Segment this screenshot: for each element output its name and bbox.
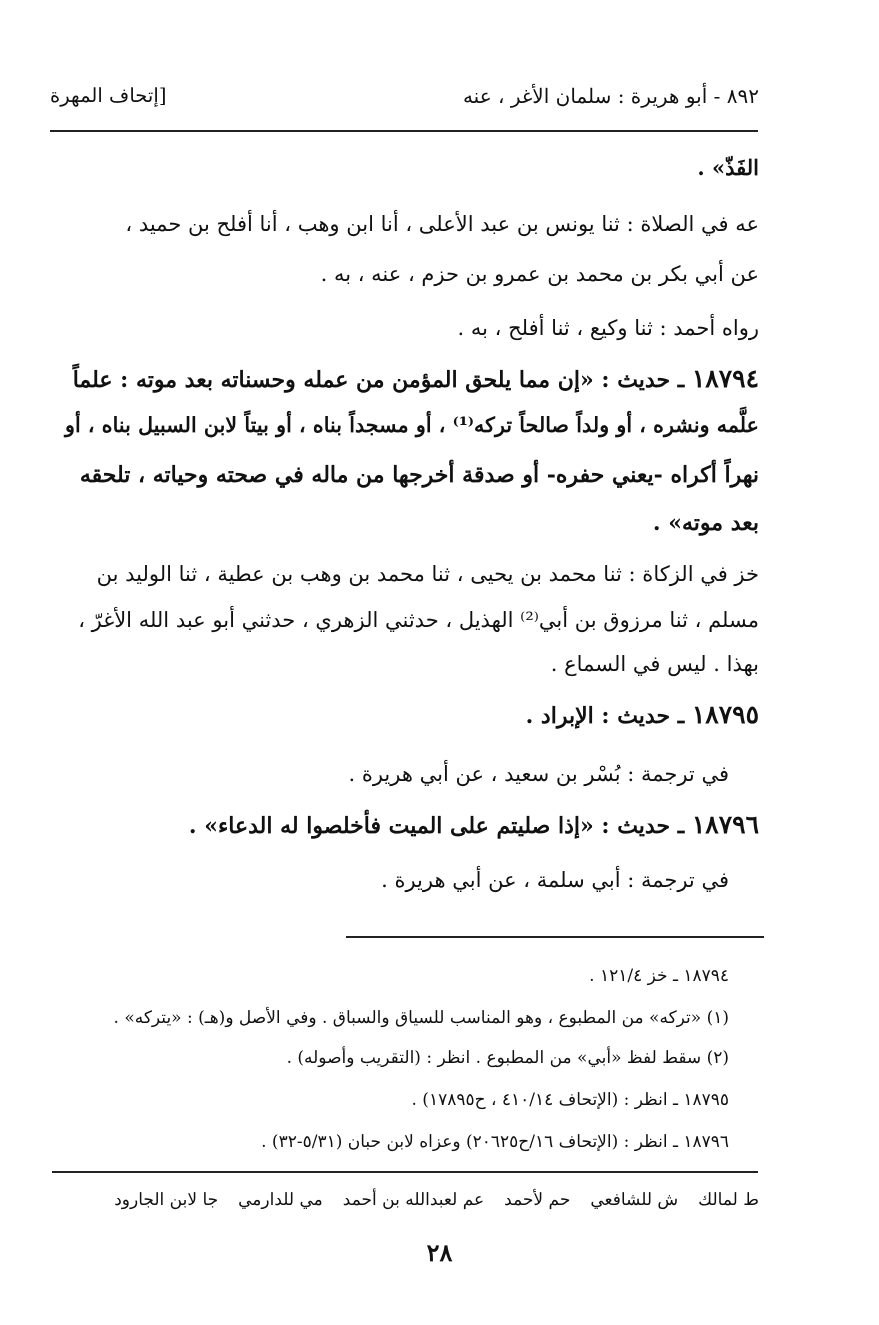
footnote: ١٨٧٩٦ ـ انظر : (الإتحاف ١٦/ح٢٠٦٢٥) وعزاه لابن حبان (٥/٣١-٣٢) . [261,1132,729,1152]
text-line: في ترجمة : أبي سلمة ، عن أبي هريرة . [381,868,729,892]
footnote: (٢) سقط لفظ «أبي» من المطبوع . انظر : (التقريب وأصوله) . [286,1048,729,1068]
hadith-text: ـ حديث : «إن مما يلحق المؤمن من عمله وحسناته بعد موته : علماً [72,367,685,393]
text-line: بهذا . ليس في السماع . [550,652,759,676]
text-line: مسلم ، ثنا مرزوق بن أبي⁽²⁾ الهذيل ، حدثني الزهري ، حدثني أبو عبد الله الأغرّ ، [78,608,759,632]
text-line: رواه أحمد : ثنا وكيع ، ثنا أفلح ، به . [457,316,759,340]
hadith-text: ـ حديث : «إذا صليتم على الميت فأخلصوا له الدعاء» . [188,813,685,839]
hadith-heading [526,700,759,729]
abbreviation: حم لأحمد [504,1190,571,1210]
footnote: (١) «تركه» من المطبوع ، وهو المناسب للسياق والسباق . وفي الأصل و(هـ) : «يتركه» . [113,1008,729,1028]
hadith-number: ١٨٧٩٤ [691,364,759,393]
hadith-text: علَّمه ونشره ، أو ولداً صالحاً تركه⁽¹⁾ ، أو مسجداً بناه ، أو بيتاً لابن السبيل بناه ، أو [64,413,759,437]
footnote-rule [346,936,764,938]
abbreviation: عم لعبدالله بن أحمد [342,1190,485,1210]
abbreviation: ط لمالك [698,1190,759,1210]
hadith-number: ١٨٧٩٦ [691,810,759,839]
footnote: ١٨٧٩٥ ـ انظر : (الإتحاف ٤١٠/١٤ ، ح١٧٨٩٥) . [411,1090,729,1110]
hadith-heading [189,810,759,839]
text-line: عن أبي بكر بن محمد بن عمرو بن حزم ، عنه ، به . [320,262,759,286]
running-header-title: ٨٩٢ - أبو هريرة : سلمان الأغر ، عنه [462,84,759,108]
text-line: في ترجمة : بُسْر بن سعيد ، عن أبي هريرة . [348,762,729,786]
hadith-number: ١٨٧٩٥ [691,700,759,729]
footnote: ١٨٧٩٤ ـ خز ١٢١/٤ . [589,966,729,986]
abbreviations-rule [52,1171,758,1173]
abbreviation: مي للدارمي [238,1190,323,1210]
hadith-text: نهراً أكراه -يعني حفره- أو صدقة أخرجها من ماله في صحته وحياته ، تلحقه [79,462,759,488]
text-line: عه في الصلاة : ثنا يونس بن عبد الأعلى ، أنا ابن وهب ، أنا أفلح بن حميد ، [125,212,759,236]
running-header-book: [إتحاف المهرة [50,84,167,107]
abbreviation: ش للشافعي [590,1190,679,1210]
header-rule [50,130,758,132]
text-line: خز في الزكاة : ثنا محمد بن يحيى ، ثنا محمد بن وهب بن عطية ، ثنا الوليد بن [96,562,759,586]
hadith-heading [73,364,759,393]
abbreviation: جا لابن الجارود [114,1190,219,1210]
page-number: ٢٨ [426,1238,453,1267]
abbreviations-key [114,1190,759,1210]
text-line: الفَذّ» . [697,155,759,180]
hadith-text: ـ حديث : الإبراد . [525,703,685,729]
hadith-text: بعد موته» . [652,510,759,536]
